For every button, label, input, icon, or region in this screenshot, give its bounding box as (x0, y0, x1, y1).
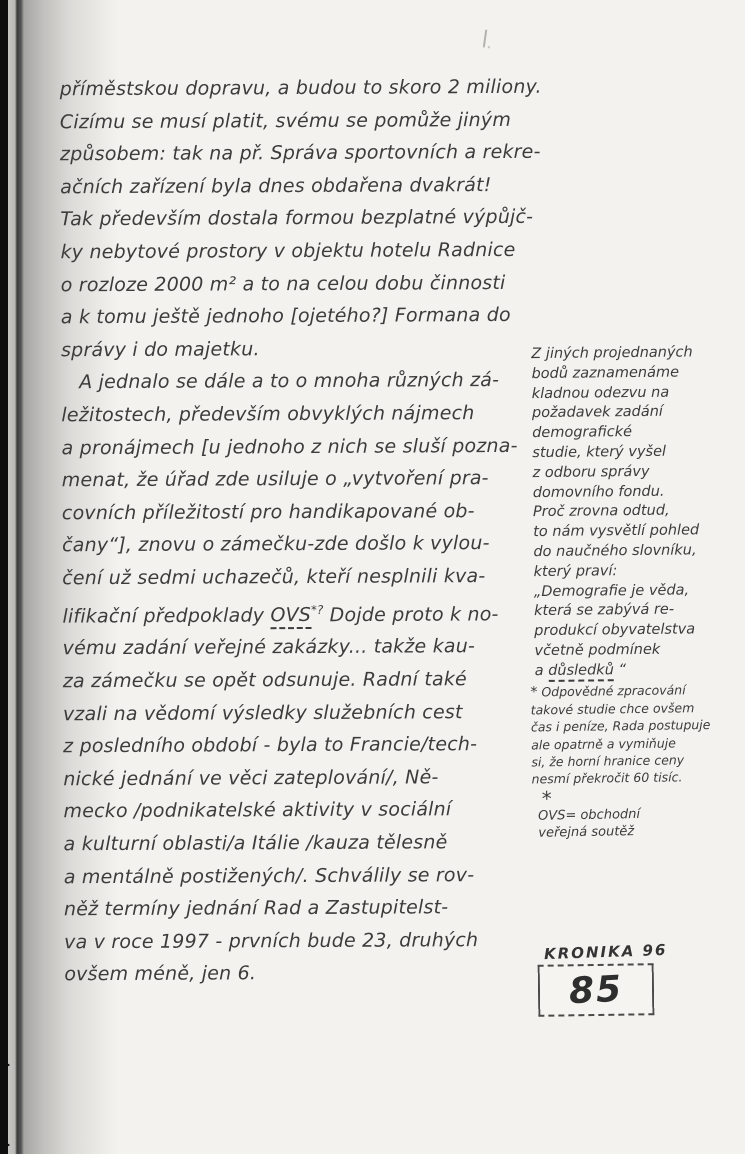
text-line: menat, že úřad zde usiluje o „vytvoření pra- (61, 467, 489, 492)
text-line: čany“], znovu o zámečku-zde došlo k vylou- (62, 532, 490, 557)
emphasized-term: důsledků (548, 662, 614, 682)
page-stamp (538, 942, 667, 1016)
text-line: A jednalo se dále a to o mnoha různých zá- (79, 369, 500, 394)
footnote-line: ale opatrně a vymiňuje (531, 735, 676, 753)
text-line: správy i do majetku. (60, 337, 260, 362)
asterisk-marker: * (530, 684, 538, 701)
text-line: Cizímu se musí platit, svému se pomůže jiným (59, 108, 512, 133)
text-line: a kulturní oblasti/a Itálie /kauza tělesně (63, 831, 448, 856)
note-line: která se zabývá re- (533, 601, 675, 620)
note-line: demografické (532, 424, 633, 442)
text-segment: Dojde proto k no- (323, 602, 499, 626)
text-line-ovs (62, 592, 552, 632)
note-line: z odboru správy (532, 463, 650, 481)
text-line: vému zadání veřejné zakázky... takže kau- (62, 635, 476, 660)
text-line: ležitostech, především obvyklých nájmech (61, 402, 475, 427)
footnote-line: takové studie chce ovšem (530, 700, 695, 718)
text-line: za zámečku se opět odsunuje. Radní také (62, 668, 467, 693)
note-line: bodů zaznamenáme (531, 364, 680, 382)
footnote-text: Odpovědné zpracování (541, 682, 686, 700)
text-line: covních příležitostí pro handikapované ob- (61, 499, 475, 525)
note-line: studie, který vyšel (532, 443, 667, 462)
note-line: kladnou odezvu na (531, 384, 670, 402)
text-line: příměstskou dopravu, a budou to skoro 2 miliony. (59, 75, 542, 101)
text-line: va v roce 1997 - prvních bude 23, druhých (64, 928, 479, 954)
text-line: ovšem méně, jen 6. (64, 962, 257, 986)
text-line: a pronájmech [u jednoho z nich se sluší pozna- (61, 434, 518, 459)
text-line: o rozloze 2000 m² a to na celou dobu činnosti (60, 271, 506, 296)
note-line-emphasis (535, 660, 740, 682)
margin-note (531, 343, 740, 682)
text-line: a k tomu ještě jednoho [ojetého?] Formana do (60, 304, 511, 329)
footnote (530, 681, 741, 788)
text-segment: lifikační předpoklady (62, 604, 271, 628)
note-line: do naučného slovníku, (533, 542, 697, 561)
text-line: nické jednání ve věci zateplování/, Ně- (63, 766, 439, 791)
footnote-line: nesmí překročit 60 tisíc. (531, 769, 683, 787)
page-number-box (538, 963, 655, 1017)
note-line: Z jiných projednaných (531, 344, 693, 363)
text-line: mecko /podnikatelské aktivity v sociální (63, 798, 452, 823)
asterisk-marker: * (541, 786, 552, 811)
ovs-term: OVS (270, 604, 311, 629)
footnote-reference-marker: *? (310, 602, 324, 617)
chronicle-label: KRONIKA 96 (543, 940, 668, 964)
note-line: požadavek zadání (531, 404, 664, 422)
text-segment: a (534, 662, 549, 679)
scan-smudge (483, 30, 492, 49)
footnote-line: si, že horní hranice ceny (531, 752, 685, 770)
text-line: z posledního období - byla to Francie/tech- (63, 733, 478, 758)
abbreviation-note (538, 786, 739, 841)
main-text (60, 71, 555, 992)
abbreviation-line: veřejná soutěž (538, 824, 635, 841)
text-line: ačních zařízení byla dnes obdařena dvakrát! (60, 173, 492, 199)
text-line: ky nebytové prostory v objektu hotelu Radnice (60, 238, 516, 264)
text-line: Tak především dostala formou bezplatné výpůjč- (60, 206, 534, 231)
text-line: něž termíny jednání Rad a Zastupitelst- (63, 896, 449, 921)
note-line: Proč zrovna odtud, (532, 503, 670, 521)
closing-quote: “ (613, 661, 627, 678)
text-line: a mentálně postižených/. Schválily se rov- (63, 863, 475, 888)
text-line: čení už sedmi uchazečů, kteří nesplnili kva- (62, 564, 486, 590)
note-line: to nám vysvětlí pohled (533, 522, 700, 541)
text-line: vzali na vědomí výsledky služebních cest (62, 700, 463, 725)
page-number: 85 (567, 968, 625, 1012)
footnote-line: čas i peníze, Rada postupuje (530, 717, 711, 735)
note-line: včetně podmínek (534, 641, 661, 660)
note-line: domovního fondu. (532, 483, 665, 501)
note-line: který praví: (533, 562, 618, 580)
abbreviation-line: OVS= obchodní (537, 806, 641, 824)
text-line: způsobem: tak na př. Správa sportovních a rekre- (59, 140, 541, 166)
note-line: produkcí obyvatelstva (534, 621, 696, 640)
note-line: „Demografie je věda, (533, 582, 690, 600)
